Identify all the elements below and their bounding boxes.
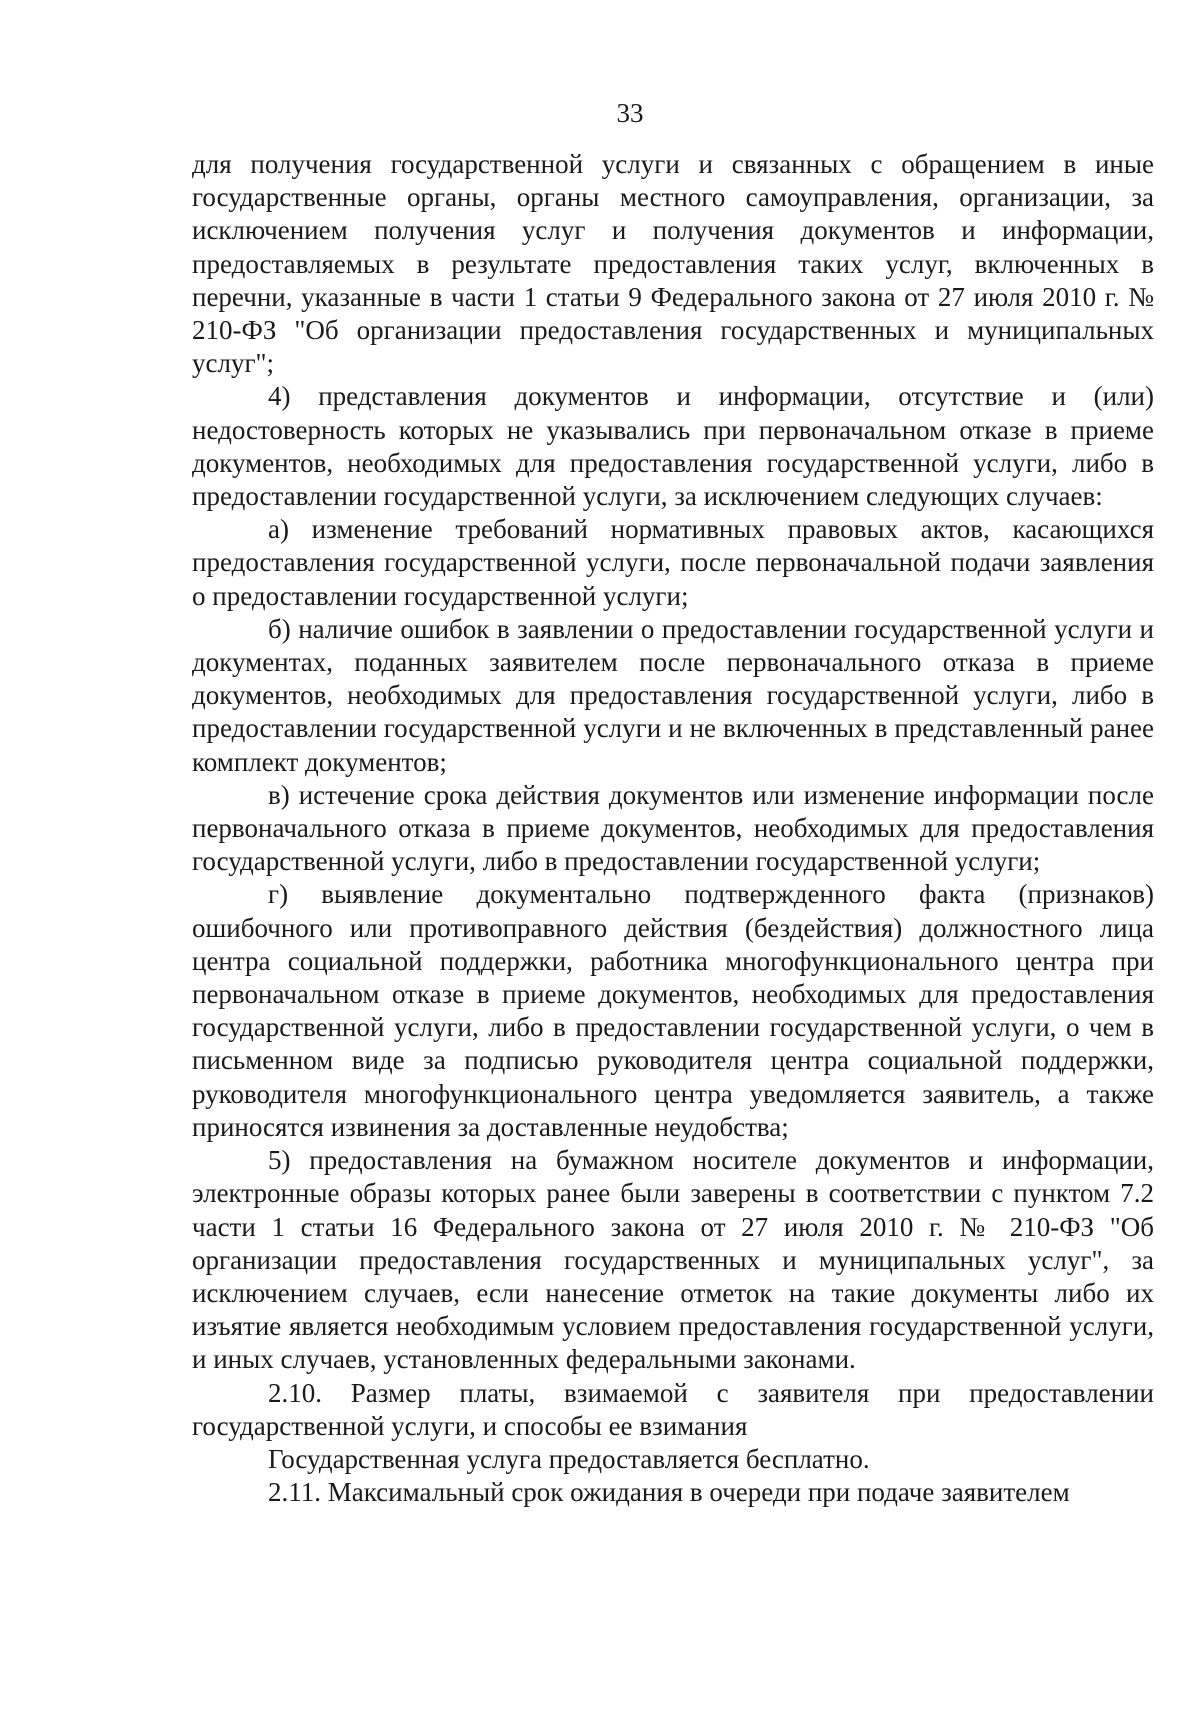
document-body bbox=[192, 148, 1154, 1509]
paragraph-item-5: 5) предоставления на бумажном носителе документов и информации, электронные образы которых ранее были заверены в соответствии с пунктом 7.2 части 1 статьи 16 Федерального закона от 27 июля 2010 г. № 210-ФЗ "Об организации предоставления государственных и муниципальных услуг", за исключением случаев, если нанесение отметок на такие документы либо их изъятие является необходимым условием предоставления государственной услуги, и иных случаев, установленных федеральными законами. bbox=[192, 1145, 1154, 1375]
section-heading-2-11: 2.11. Максимальный срок ожидания в очереди при подаче заявителем bbox=[268, 1477, 1070, 1508]
paragraph-subitem-a: а) изменение требований нормативных правовых актов, касающихся предоставления государственной услуги, после первоначальной подачи заявления о предоставлении государственной услуги; bbox=[192, 514, 1154, 611]
paragraph-subitem-g: г) выявление документально подтвержденного факта (признаков) ошибочного или противоправного действия (бездействия) должностного лица центра социальной поддержки, работника многофункционального центра при первоначальном отказе в приеме документов, необходимых для предоставления государственной услуги, либо в предоставлении государственной услуги, о чем в письменном виде за подписью руководителя центра социальной поддержки, руководителя многофункционального центра уведомляется заявитель, а также приносятся извинения за доставленные неудобства; bbox=[192, 879, 1154, 1142]
page-number: 33 bbox=[616, 98, 644, 128]
paragraph-item-4: 4) представления документов и информации, отсутствие и (или) недостоверность которых не указывались при первоначальном отказе в приеме документов, необходимых для предоставления государственной услуги, либо в предоставлении государственной услуги, за исключением следующих случаев: bbox=[192, 381, 1154, 512]
section-heading-2-10: 2.10. Размер платы, взимаемой с заявителя при предоставлении государственной услуги, и способы ее взимания bbox=[192, 1377, 1154, 1441]
paragraph-continuation: для получения государственной услуги и связанных с обращением в иные государственные органы, органы местного самоуправления, организации, за исключением получения услуг и получения документов и информации, предоставляемых в результате предоставления таких услуг, включенных в перечни, указанные в части 1 статьи 9 Федерального закона от 27 июля 2010 г. № 210-ФЗ "Об организации предоставления государственных и муниципальных услуг"; bbox=[192, 149, 1154, 379]
paragraph-subitem-b: б) наличие ошибок в заявлении о предоставлении государственной услуги и документах, поданных заявителем после первоначального отказа в приеме документов, необходимых для предоставления государственной услуги, либо в предоставлении государственной услуги и не включенных в представленный ранее комплект документов; bbox=[192, 613, 1154, 777]
paragraph-subitem-v: в) истечение срока действия документов или изменение информации после первоначального отказа в приеме документов, необходимых для предоставления государственной услуги, либо в предоставлении государственной услуги; bbox=[192, 779, 1154, 877]
paragraph-free-of-charge: Государственная услуга предоставляется бесплатно. bbox=[268, 1443, 870, 1474]
